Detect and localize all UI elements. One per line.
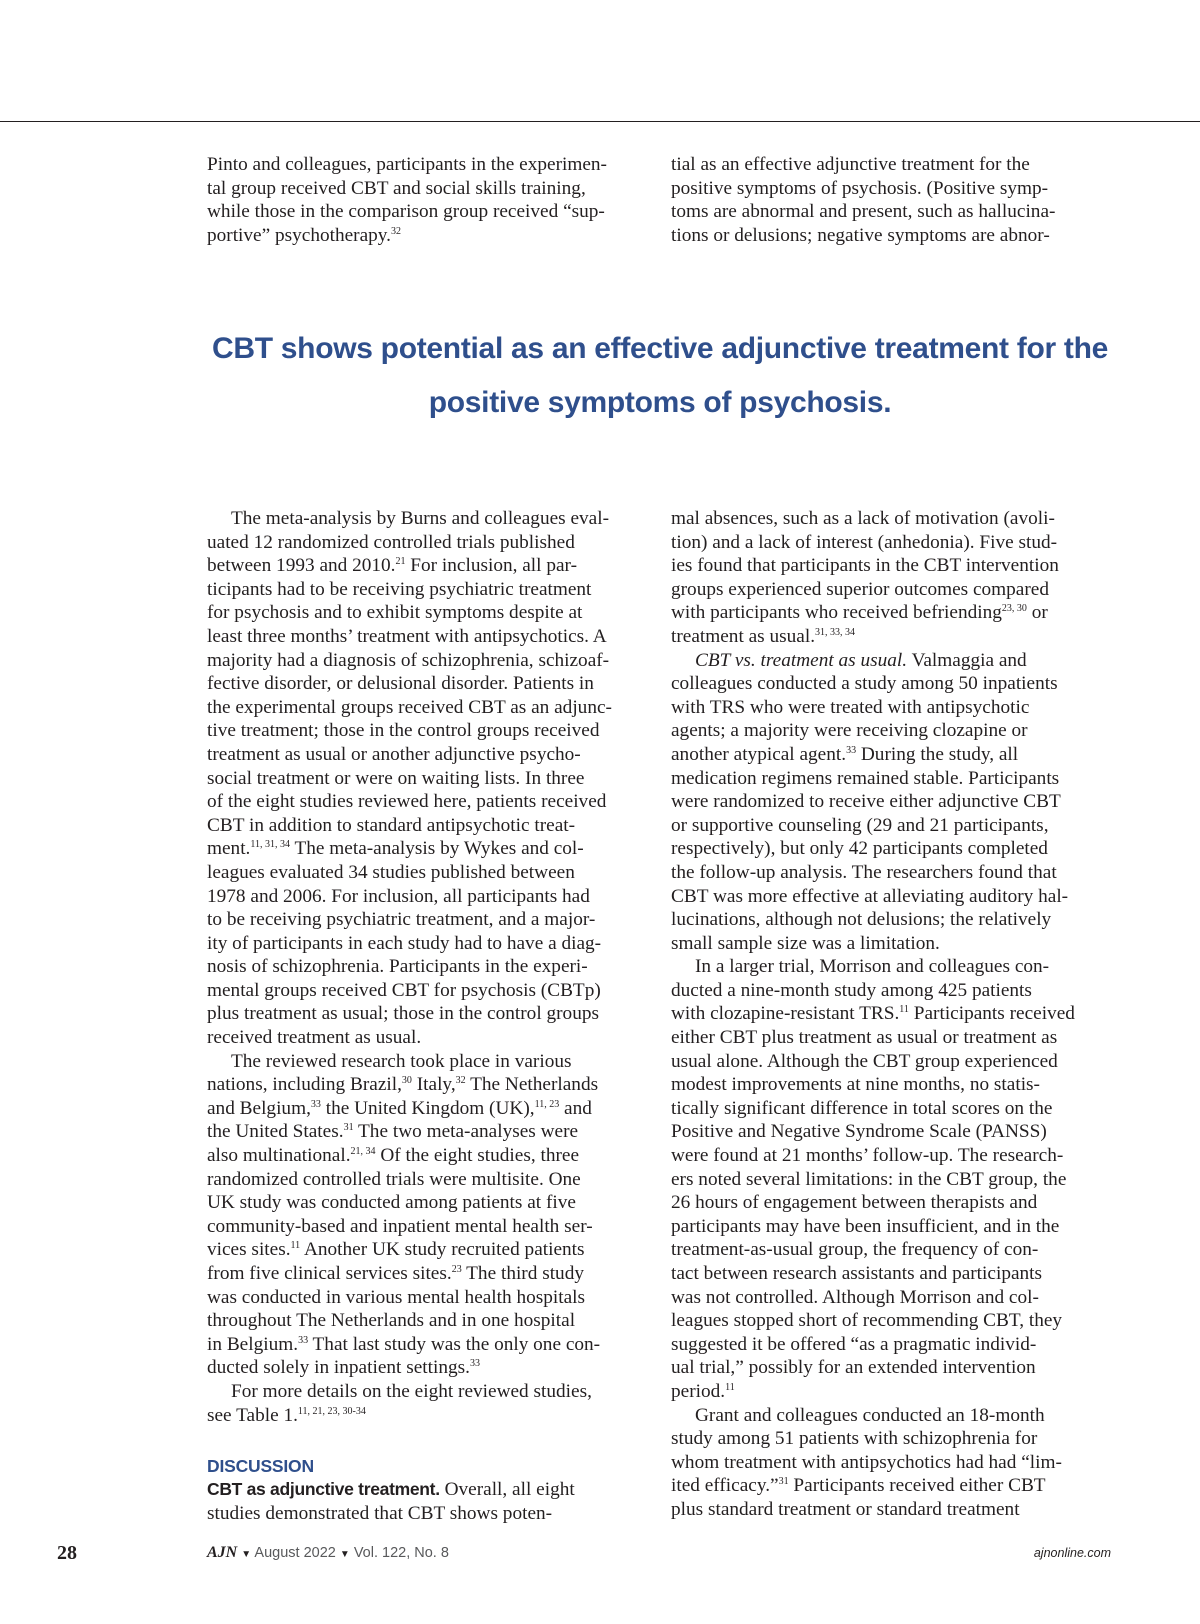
text-line: tial as an effective adjunctive treatment for the <box>671 154 1030 175</box>
text-line: treatment-as-usual group, the frequency of con- <box>671 1239 1039 1261</box>
website-url: ajnonline.com <box>1033 1546 1111 1560</box>
separator-icon: ▼ <box>339 1549 350 1560</box>
text-line: The third study <box>461 1263 584 1284</box>
right-column <box>671 507 1108 1522</box>
citation: 23 <box>451 1264 462 1275</box>
text-line: toms are abnormal and present, such as hallucina- <box>671 201 1056 223</box>
text-line: social treatment or were on waiting lists. In three <box>207 767 585 789</box>
text-line: nations, including Brazil, <box>207 1074 402 1096</box>
italic-subheading: CBT vs. treatment as usual. <box>695 649 908 671</box>
citation: 11, 21, 23, 30-34 <box>297 1405 366 1417</box>
text-line: and <box>559 1097 592 1119</box>
citation: 21, 34 <box>350 1146 376 1158</box>
top-left-paragraph <box>207 153 644 247</box>
text-line: or supportive counseling (29 and 21 participants, <box>671 814 1049 836</box>
text-line: and Belgium, <box>207 1097 311 1119</box>
text-line: the United States. <box>207 1121 344 1143</box>
text-line: were found at 21 months’ follow-up. The research- <box>671 1145 1064 1167</box>
top-right-paragraph <box>671 153 1108 247</box>
text-line: ers noted several limitations: in the CBT group, the <box>671 1168 1067 1190</box>
text-line: while those in the comparison group received “sup- <box>207 201 605 223</box>
text-line: 1978 and 2006. For inclusion, all participants had <box>207 885 590 907</box>
text-line: ment. <box>207 838 251 860</box>
citation: 31, 33, 34 <box>815 626 856 638</box>
text-line: majority had a diagnosis of schizophrenia, schizoaf- <box>207 649 610 671</box>
text-line: tically significant difference in total scores on the <box>671 1097 1053 1119</box>
citation: 11, 31, 34 <box>250 839 291 851</box>
citation: 33 <box>469 1358 480 1370</box>
text-line: tive treatment; those in the control groups received <box>207 720 600 742</box>
text-line: lucinations, although not delusions; the relatively <box>671 909 1052 931</box>
text-line: treatment as usual. <box>671 625 816 647</box>
text-line: portive” psychotherapy. <box>207 224 391 246</box>
citation: 32 <box>455 1075 466 1087</box>
text-line: medication regimens remained stable. Participants <box>671 767 1060 789</box>
text-line: the follow-up analysis. The researchers found that <box>671 861 1057 883</box>
pull-quote-line-2: positive symptoms of psychosis. <box>428 386 892 419</box>
text-line: modest improvements at nine months, no statis- <box>671 1074 1040 1096</box>
text-line: with participants who received befriending <box>671 602 1002 624</box>
issue-volume: Vol. 122, No. 8 <box>353 1545 449 1561</box>
text-line: positive symptoms of psychosis. (Positive symp- <box>671 177 1049 199</box>
citation: 33 <box>298 1334 309 1346</box>
text-line: For more details on the eight reviewed studies, <box>231 1380 592 1402</box>
text-line: Overall, all eight <box>439 1479 575 1501</box>
text-line: was not controlled. Although Morrison and col- <box>671 1286 1039 1308</box>
text-line: of the eight studies reviewed here, patients received <box>207 791 607 813</box>
text-line: ited efficacy.” <box>671 1475 779 1497</box>
paragraph <box>207 1478 644 1525</box>
text-line: Another UK study recruited patients <box>300 1239 585 1261</box>
citation: 23, 30 <box>1001 603 1027 615</box>
citation: 30 <box>401 1075 412 1087</box>
text-line: ducted solely in inpatient settings. <box>207 1357 470 1379</box>
text-line: small sample size was a limitation. <box>671 932 940 954</box>
text-line: UK study was conducted among patients at five <box>207 1192 576 1214</box>
text-line: study among 51 patients with schizophrenia for <box>671 1428 1038 1450</box>
text-line: treatment as usual or another adjunctive psycho- <box>207 743 581 765</box>
text-line: participants may have been insufficient, and in the <box>671 1215 1060 1237</box>
text-line: 26 hours of engagement between therapists and <box>671 1192 1038 1214</box>
issue-date: August 2022 <box>254 1545 336 1561</box>
citation: 31 <box>343 1122 354 1134</box>
text-line: mental groups received CBT for psychosis (CBTp) <box>207 979 601 1001</box>
text-line: The two meta-analyses were <box>353 1121 579 1143</box>
text-line: That last study was the only one con- <box>308 1333 601 1355</box>
separator-icon: ▼ <box>241 1549 252 1560</box>
paragraph <box>671 649 1108 956</box>
text-line: were randomized to receive either adjunctive CBT <box>671 791 1061 813</box>
text-line: for psychosis and to exhibit symptoms despite at <box>207 602 583 624</box>
top-rule <box>0 121 1200 122</box>
text-line: period. <box>671 1380 726 1402</box>
text-line: studies demonstrated that CBT shows poten- <box>207 1502 553 1524</box>
paragraph <box>671 955 1108 1403</box>
paragraph <box>671 507 1108 649</box>
text-line: respectively), but only 42 participants completed <box>671 838 1048 860</box>
text-line: Of the eight studies, three <box>375 1145 580 1167</box>
text-line: with TRS who were treated with antipsychotic <box>671 696 1030 718</box>
citation: 31 <box>778 1476 789 1488</box>
text-line: In a larger trial, Morrison and colleagues con- <box>695 956 1050 978</box>
text-line: CBT in addition to standard antipsychotic treat- <box>207 814 576 836</box>
text-line: uated 12 randomized controlled trials published <box>207 531 575 553</box>
citation: 11, 23 <box>534 1098 560 1110</box>
text-line: least three months’ treatment with antipsychotics. A <box>207 625 607 647</box>
text-line: The meta-analysis by Wykes and col- <box>290 838 584 860</box>
footer-citation <box>207 1544 449 1562</box>
text-line: ticipants had to be receiving psychiatric treatment <box>207 578 592 600</box>
text-line: ducted a nine-month study among 425 patients <box>671 979 1032 1001</box>
text-line: throughout The Netherlands and in one hospital <box>207 1310 576 1332</box>
text-line: ies found that participants in the CBT intervention <box>671 555 1059 577</box>
text-line: During the study, all <box>856 743 1019 765</box>
text-line: either CBT plus treatment as usual or treatment as <box>671 1027 1058 1049</box>
section-heading: DISCUSSION <box>207 1456 314 1477</box>
text-line: Participants received <box>908 1003 1075 1025</box>
text-line: plus standard treatment or standard treatment <box>671 1498 1020 1520</box>
citation: 33 <box>310 1098 321 1110</box>
text-line: received treatment as usual. <box>207 1027 422 1049</box>
text-line: also multinational. <box>207 1145 351 1167</box>
text-line: or <box>1026 602 1048 624</box>
citation: 11 <box>899 1004 909 1016</box>
text-line: randomized controlled trials were multisite. One <box>207 1168 581 1190</box>
pull-quote-line-1: CBT shows potential as an effective adjunctive treatment for the <box>212 332 1108 365</box>
text-line: tions or delusions; negative symptoms are abnor- <box>671 224 1050 246</box>
paragraph <box>207 1380 644 1427</box>
text-line: The meta-analysis by Burns and colleagues eval- <box>231 508 609 529</box>
pull-quote <box>210 322 1110 430</box>
text-line: Valmaggia and <box>907 649 1027 671</box>
paragraph <box>207 507 644 1050</box>
text-line: from five clinical services sites. <box>207 1263 452 1284</box>
text-line: to be receiving psychiatric treatment, and a major- <box>207 909 596 931</box>
text-line: groups experienced superior outcomes compared <box>671 578 1049 600</box>
text-line: nosis of schizophrenia. Participants in the experi- <box>207 956 588 978</box>
text-line: usual alone. Although the CBT group experienced <box>671 1050 1058 1072</box>
text-line: ual trial,” possibly for an extended intervention <box>671 1357 1036 1379</box>
run-in-heading: CBT as adjunctive treatment. <box>207 1479 440 1500</box>
text-line: Participants received either CBT <box>788 1475 1046 1497</box>
text-line: The Netherlands <box>465 1074 599 1096</box>
top-right-column <box>671 153 1108 247</box>
text-line: tact between research assistants and participants <box>671 1263 1043 1284</box>
citation: 11 <box>290 1240 301 1252</box>
citation: 33 <box>846 744 857 756</box>
text-line: the experimental groups received CBT as an adjunc- <box>207 696 612 718</box>
text-line: Italy, <box>411 1074 456 1096</box>
citation: 21 <box>395 556 406 568</box>
text-line: community-based and inpatient mental health ser- <box>207 1215 593 1237</box>
text-line: leagues evaluated 34 studies published between <box>207 861 575 883</box>
text-line: whom treatment with antipsychotics had had “lim- <box>671 1451 1062 1473</box>
page-number: 28 <box>57 1542 77 1564</box>
text-line: with clozapine-resistant TRS. <box>671 1003 900 1025</box>
text-line: The reviewed research took place in various <box>231 1050 572 1072</box>
text-line: fective disorder, or delusional disorder. Patients in <box>207 673 594 695</box>
citation: 11 <box>725 1381 735 1393</box>
text-line: in Belgium. <box>207 1333 299 1355</box>
text-line: see Table 1. <box>207 1404 298 1426</box>
text-line: mal absences, such as a lack of motivation (avoli- <box>671 508 1055 529</box>
text-line: was conducted in various mental health hospitals <box>207 1286 586 1308</box>
text-line: Grant and colleagues conducted an 18-month <box>695 1404 1045 1426</box>
text-line: the United Kingdom (UK), <box>320 1097 535 1119</box>
journal-name: AJN <box>207 1544 238 1561</box>
text-line: leagues stopped short of recommending CBT, they <box>671 1310 1063 1332</box>
text-line: For inclusion, all par- <box>405 555 577 577</box>
left-column <box>207 507 644 1525</box>
paragraph <box>671 1404 1108 1522</box>
top-left-column <box>207 153 644 247</box>
text-line: Positive and Negative Syndrome Scale (PANSS) <box>671 1121 1047 1143</box>
text-line: colleagues conducted a study among 50 inpatients <box>671 673 1058 695</box>
text-line: between 1993 and 2010. <box>207 555 396 577</box>
text-line: CBT was more effective at alleviating auditory hal- <box>671 885 1069 907</box>
text-line: plus treatment as usual; those in the control groups <box>207 1003 599 1025</box>
text-line: vices sites. <box>207 1239 291 1261</box>
paragraph <box>207 1050 644 1380</box>
citation: 32 <box>391 225 401 237</box>
text-line: suggested it be offered “as a pragmatic individ- <box>671 1333 1037 1355</box>
text-line: agents; a majority were receiving clozapine or <box>671 720 1028 742</box>
text-line: tal group received CBT and social skills training, <box>207 177 586 199</box>
text-line: tion) and a lack of interest (anhedonia). Five stud- <box>671 531 1058 553</box>
text-line: another atypical agent. <box>671 743 847 765</box>
text-line: Pinto and colleagues, participants in the experimen- <box>207 154 607 175</box>
text-line: ity of participants in each study had to have a diag- <box>207 932 602 954</box>
